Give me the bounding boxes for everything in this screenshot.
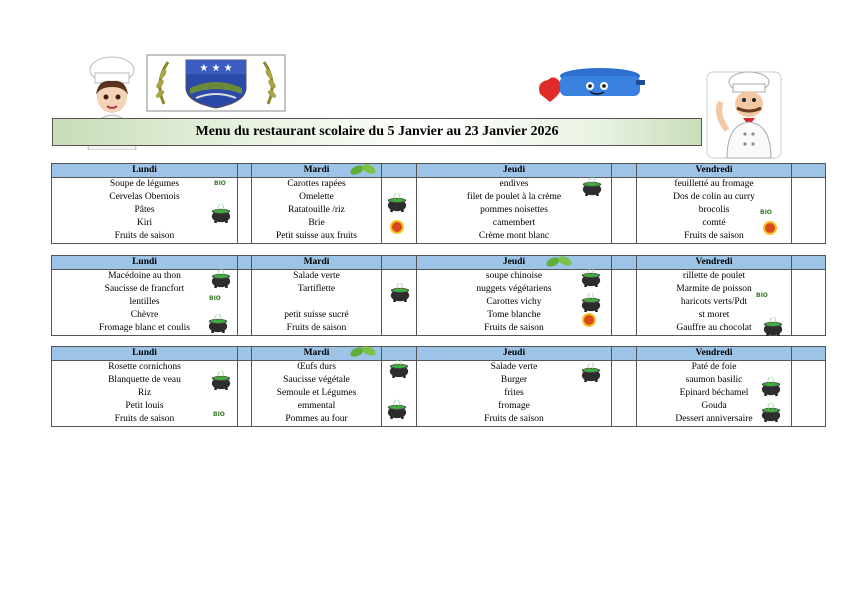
menu-item: Riz [52, 387, 238, 400]
pot-icon [384, 192, 410, 212]
svg-text:★ ★ ★: ★ ★ ★ [199, 63, 233, 74]
menu-item: Tome blanche [487, 310, 541, 320]
week-3-header [52, 347, 826, 361]
bio-icon: BIO [756, 292, 768, 299]
table-row [52, 230, 826, 244]
pot-icon [578, 292, 604, 312]
menu-item: pommes noisettes [480, 205, 548, 215]
table-row [52, 217, 826, 230]
menu-item: Macédoine au thon [52, 270, 238, 284]
menu-item: emmental [297, 401, 336, 411]
pot-icon [758, 402, 784, 422]
day-header-mardi: Mardi [252, 256, 382, 270]
menu-item: Saucisse végétale [283, 375, 350, 385]
menu-item: camembert [492, 218, 536, 228]
menu-item: Burger [500, 375, 528, 385]
menu-item: Kiri [52, 217, 238, 230]
menu-item: lentilles [52, 296, 238, 309]
menu-item: petit suisse sucré [284, 310, 349, 320]
day-header-vendredi: Vendredi [637, 256, 792, 270]
leaf-icon [545, 254, 573, 268]
menu-item: Brie [308, 218, 325, 228]
pot-icon [578, 267, 604, 287]
menu-item: Fruits de saison [417, 413, 612, 427]
menu-item: frites [504, 388, 524, 398]
label-rouge-icon [763, 221, 777, 235]
menu-item: soupe chinoise [485, 271, 543, 281]
pot-icon [579, 176, 605, 196]
menu-item: Gauffre au chocolat [637, 322, 792, 336]
menu-item: filet de poulet à la crème [466, 192, 562, 202]
day-header-vendredi: Vendredi [637, 164, 792, 178]
menu-item: Salade verte [293, 271, 340, 281]
menu-item: Marmite de poisson [676, 284, 752, 294]
menu-item: nuggets végétariens [476, 284, 552, 294]
week-1-table [51, 163, 826, 244]
cooking-pan-illustration [520, 62, 645, 108]
table-row [52, 387, 826, 400]
pot-icon [578, 362, 604, 382]
table-row [52, 309, 826, 322]
pot-icon [387, 282, 413, 302]
pot-icon [208, 268, 234, 288]
pot-icon [208, 203, 234, 223]
bio-icon: BIO [213, 411, 225, 418]
week-2-header [52, 256, 826, 270]
leaf-icon [349, 344, 377, 358]
table-row [52, 191, 826, 204]
menu-item: Chèvre [52, 309, 238, 322]
week-2-table [51, 255, 826, 336]
menu-item: Œufs durs [297, 362, 336, 372]
label-rouge-icon [582, 313, 596, 327]
table-row [52, 283, 826, 296]
menu-item: Dos de colin au curry [673, 192, 755, 202]
menu-item: Gouda [701, 401, 727, 411]
menu-item: saumon basilic [685, 375, 743, 385]
table-row [52, 296, 826, 309]
menu-item: Fruits de saison [417, 322, 612, 336]
day-header-mardi: Mardi [252, 347, 382, 361]
leaf-icon [349, 162, 377, 176]
menu-item: Tartiflette [297, 284, 336, 294]
week-1-header [52, 164, 826, 178]
menu-item: Cervelas Obernois [52, 191, 238, 204]
menu-item: Petit suisse aux fruits [252, 230, 382, 244]
pot-icon [758, 376, 784, 396]
menu-item: Fruits de saison [637, 230, 792, 244]
menu-item: Semoule et Légumes [276, 388, 357, 398]
table-row [52, 322, 826, 336]
table-row [52, 400, 826, 413]
menu-item: Pommes au four [252, 413, 382, 427]
week-3-table [51, 346, 826, 427]
chef-man-illustration [703, 68, 783, 160]
menu-item: Epinard béchamel [679, 388, 749, 398]
menu-item: Carottes vichy [486, 297, 542, 307]
table-row [52, 361, 826, 375]
pot-icon [205, 313, 231, 333]
menu-item: Soupe de légumes [52, 178, 238, 192]
pot-icon [386, 358, 412, 378]
menu-item: Blanquette de veau [52, 374, 238, 387]
menu-item: st moret [698, 310, 730, 320]
menu-item: feuilletté au fromage [674, 179, 754, 189]
table-row [52, 204, 826, 217]
menu-item: Paté de foie [691, 362, 737, 372]
page-title: Menu du restaurant scolaire du 5 Janvier au 23 Janvier 2026 [195, 124, 559, 139]
menu-item: fromage [498, 401, 530, 411]
menu-item: Fruits de saison [252, 322, 382, 336]
table-row [52, 270, 826, 284]
menu-item: Ratatouille /riz [288, 205, 345, 215]
menu-item: Rosette cornichons [52, 361, 238, 375]
bio-icon: BIO [209, 295, 221, 302]
day-header-mardi: Mardi [252, 164, 382, 178]
pot-icon [384, 399, 410, 419]
day-header-lundi: Lundi [52, 256, 238, 270]
menu-item: Crème mont blanc [417, 230, 612, 244]
menu-item: haricots verts/Pdt [680, 297, 748, 307]
menu-item: brocolis [698, 205, 730, 215]
coat-of-arms-logo [146, 54, 286, 112]
day-header-jeudi: Jeudi [417, 256, 612, 270]
menu-item: Pâtes [52, 204, 238, 217]
day-header-lundi: Lundi [52, 347, 238, 361]
menu-item: Petit louis [52, 400, 238, 413]
pot-icon [208, 370, 234, 390]
pot-icon [760, 316, 786, 336]
day-header-jeudi: Jeudi [417, 164, 612, 178]
menu-item: Saucisse de francfort [52, 283, 238, 296]
table-row [52, 178, 826, 192]
bio-icon: BIO [214, 180, 226, 187]
menu-item: Fromage blanc et coulis [52, 322, 238, 336]
table-row [52, 374, 826, 387]
menu-item [252, 296, 382, 309]
day-header-vendredi: Vendredi [637, 347, 792, 361]
menu-item: rillette de poulet [682, 271, 746, 281]
menu-item: Omelette [299, 192, 334, 202]
menu-item: Fruits de saison [52, 413, 238, 427]
day-header-jeudi: Jeudi [417, 347, 612, 361]
day-header-lundi: Lundi [52, 164, 238, 178]
menu-item: comté [702, 218, 726, 228]
bio-icon: BIO [760, 209, 772, 216]
label-rouge-icon [390, 220, 404, 234]
menu-item: Fruits de saison [52, 230, 238, 244]
menu-item: endives [499, 179, 529, 189]
menu-item: Salade verte [490, 362, 538, 372]
table-row [52, 413, 826, 427]
menu-item: Carottes rapées [287, 179, 346, 189]
menu-item: Dessert anniversaire [637, 413, 792, 427]
